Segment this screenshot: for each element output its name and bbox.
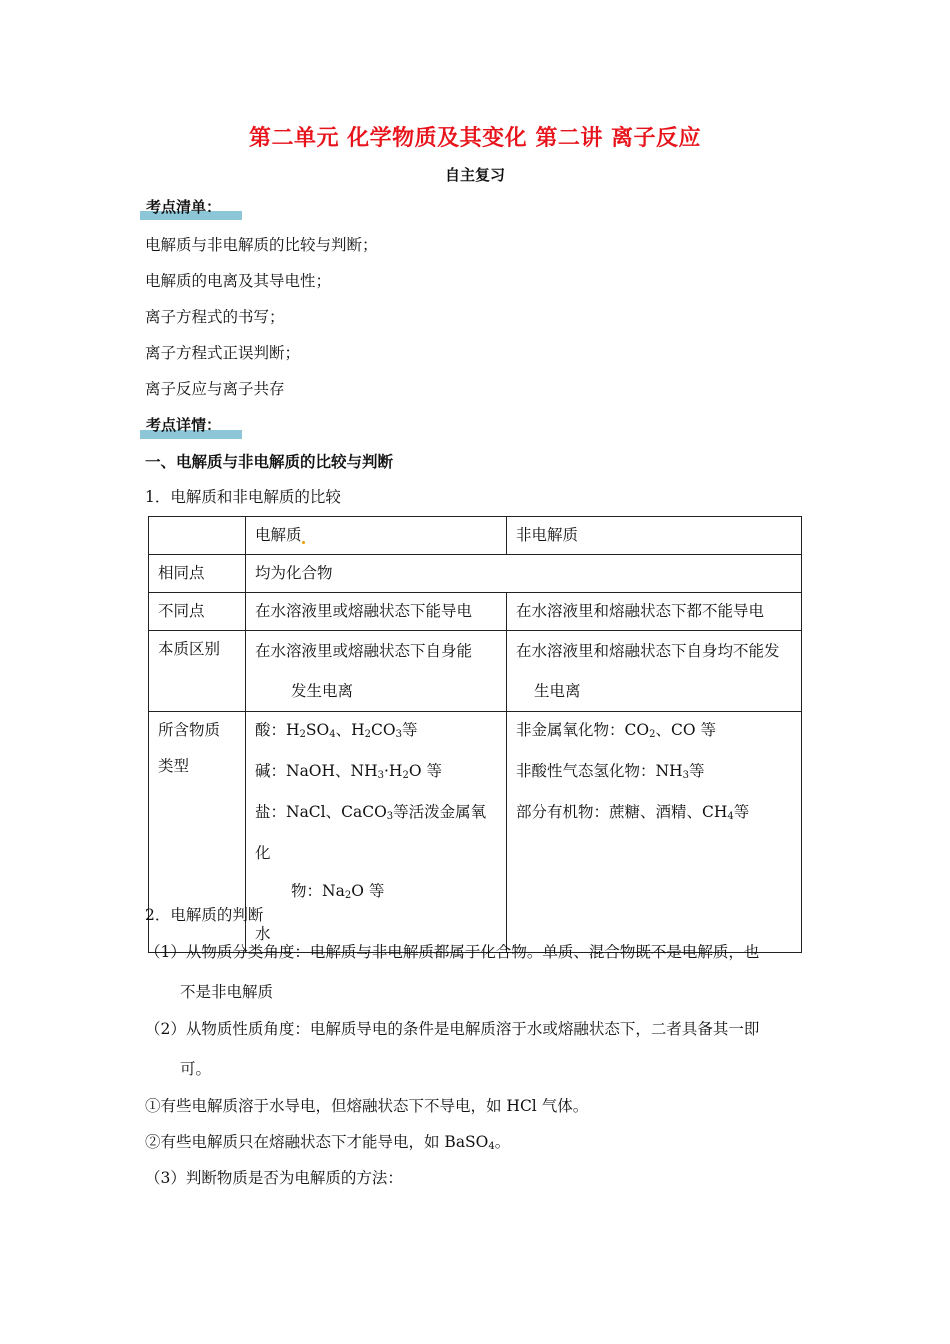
- table-cell: [507, 631, 802, 712]
- table-header-cell: 非电解质: [507, 517, 802, 555]
- section-heading: 一、电解质与非电解质的比较与判断: [145, 453, 394, 471]
- salt-line: 盐：NaCl、CaCO$_3$等活泼金属氧化: [255, 803, 487, 862]
- table-cell: [507, 712, 802, 953]
- row-label: 不同点: [149, 593, 246, 631]
- table-cell: 均为化合物: [246, 555, 802, 593]
- page-subtitle: 自主复习: [444, 166, 505, 184]
- row-label: 相同点: [149, 555, 246, 593]
- paragraph-line: （2）从物质性质角度：电解质导电的条件是电解质溶于水或熔融状态下，二者具备其一即: [145, 1020, 760, 1038]
- checklist-item: 离子方程式正误判断；: [145, 344, 301, 362]
- comparison-table: [148, 516, 802, 953]
- cell-line: 在水溶液里或熔融状态下自身能: [255, 642, 473, 660]
- checklist-item: 离子方程式的书写；: [145, 308, 285, 326]
- orange-dot-mark: [302, 541, 305, 544]
- acid-line: 酸：$H_2SO_4$、$H_2CO_3$等: [255, 721, 418, 740]
- table-cell: [149, 517, 246, 555]
- cell-line: 在水溶液里和熔融状态下自身均不能发: [516, 642, 780, 660]
- subsection-heading: 1．电解质和非电解质的比较: [145, 488, 341, 506]
- table-row: [149, 555, 802, 593]
- table-cell: [246, 631, 507, 712]
- table-cell: 在水溶液里和熔融状态下都不能导电: [507, 593, 802, 631]
- cell-line: 发生电离: [291, 682, 354, 700]
- table-row: [149, 517, 802, 555]
- checklist-heading: 考点清单：: [146, 198, 222, 216]
- nonmetal-oxide-line: 非金属氧化物：$CO_2$、CO 等: [516, 721, 716, 740]
- paragraph-line: 可。: [180, 1060, 212, 1078]
- subsection-heading: 2．电解质的判断: [145, 906, 264, 924]
- organic-line: 部分有机物：蔗糖、酒精、$CH_4$等: [516, 803, 750, 822]
- paragraph-line: ②有些电解质只在熔融状态下才能导电，如 BaSO$_4$。: [145, 1133, 511, 1152]
- water-line: 水: [255, 925, 271, 943]
- base-line: 碱：NaOH、$NH_3\cdot H_2O$ 等: [255, 762, 442, 781]
- paragraph-line: （1）从物质分类角度：电解质与非电解质都属于化合物。单质、混合物既不是电解质，也: [145, 943, 760, 961]
- checklist-item: 离子反应与离子共存: [145, 380, 285, 398]
- table-cell: 在水溶液里或熔融状态下能导电: [246, 593, 507, 631]
- table-cell: [246, 712, 507, 953]
- checklist-item: 电解质与非电解质的比较与判断；: [145, 236, 378, 254]
- hydride-line: 非酸性气态氢化物：$NH_3$等: [516, 762, 705, 781]
- row-label-line: 所含物质: [158, 721, 221, 739]
- table-row: [149, 631, 802, 712]
- paragraph-line: ①有些电解质溶于水导电，但熔融状态下不导电，如 HCl 气体。: [145, 1097, 589, 1115]
- paragraph-line: 不是非电解质: [180, 983, 274, 1001]
- row-label-line: 类型: [158, 757, 190, 775]
- table-header-cell: [246, 517, 507, 555]
- paragraph-line: （3）判断物质是否为电解质的方法：: [145, 1169, 403, 1187]
- table-row: [149, 593, 802, 631]
- row-label: 本质区别: [149, 631, 246, 712]
- salt-line-continued: 物：$Na_2O$ 等: [291, 882, 385, 901]
- page-title: 第二单元 化学物质及其变化 第二讲 离子反应: [249, 126, 701, 151]
- header-label-electrolyte: 电解质: [255, 526, 302, 544]
- details-heading: 考点详情：: [146, 416, 222, 434]
- checklist-item: 电解质的电离及其导电性；: [145, 272, 332, 290]
- cell-line: 生电离: [534, 682, 581, 700]
